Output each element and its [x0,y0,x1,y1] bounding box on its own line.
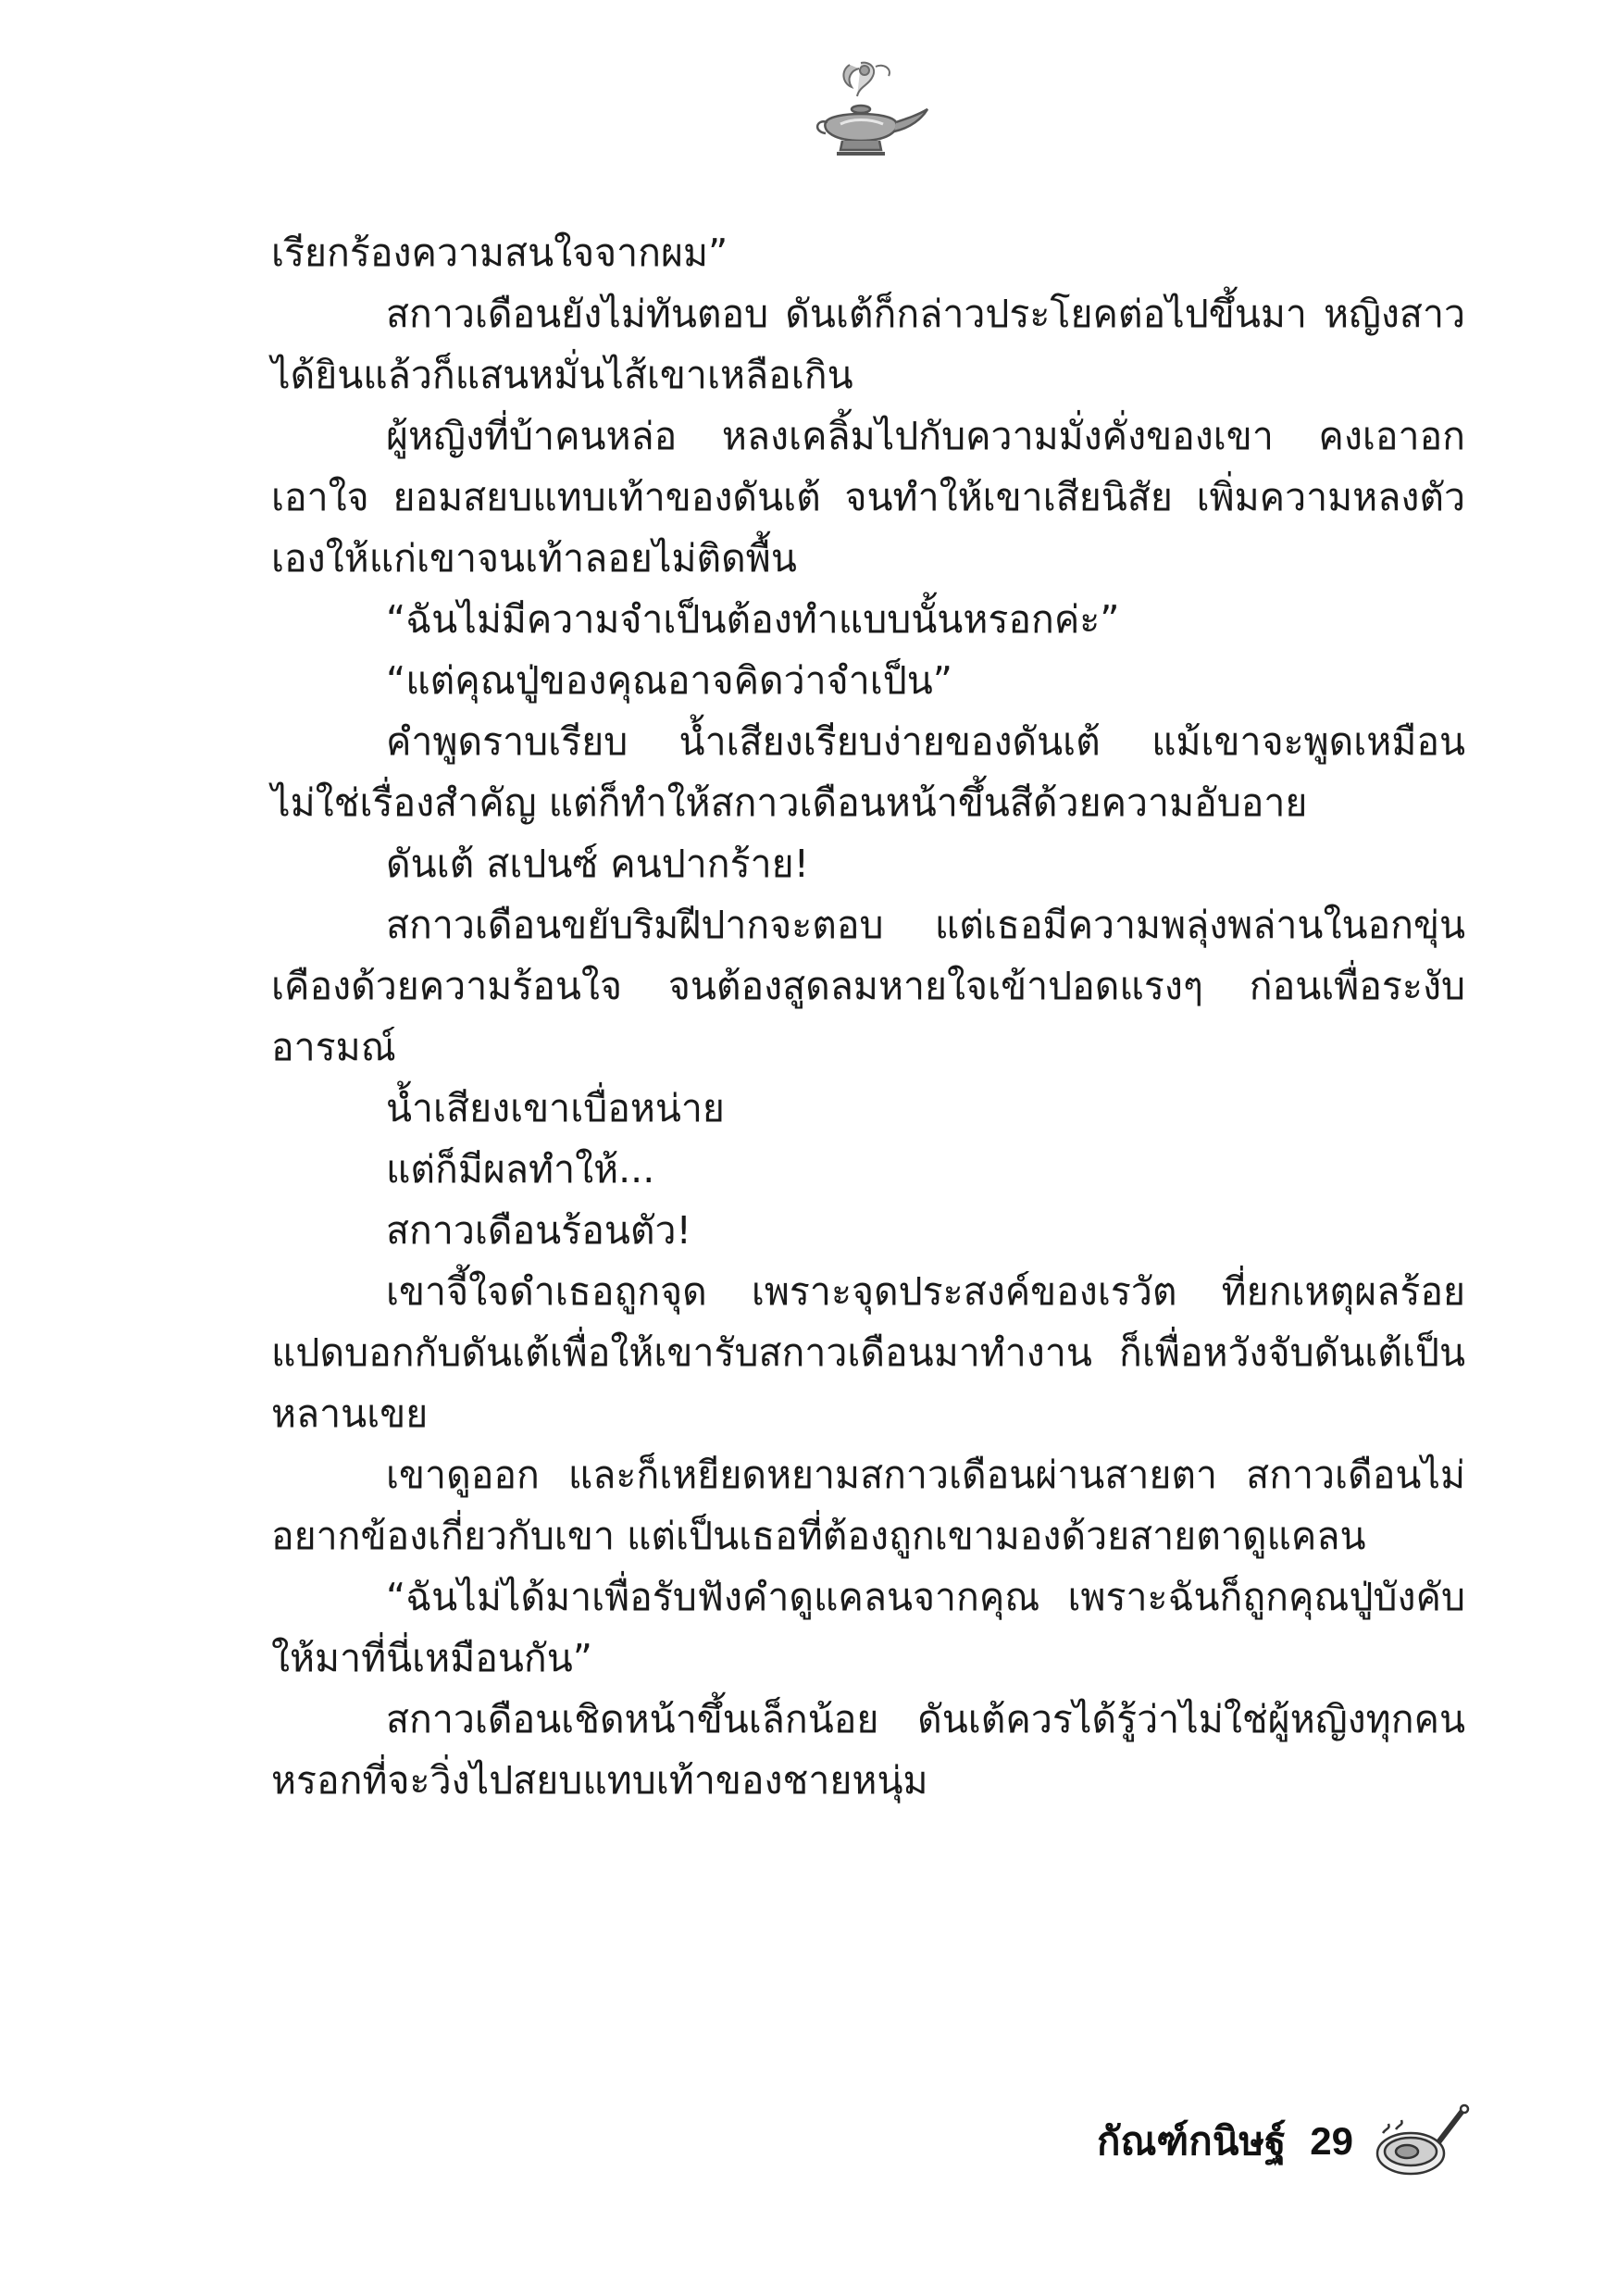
paragraph: ผู้หญิงที่บ้าคนหล่อ หลงเคลิ้มไปกับความมั่งคั่งของเขา คงเอาอกเอาใจ ยอมสยบแทบเท้าของดันเต้ จนทำให้เขาเสียนิสัย เพิ่มความหลงตัวเองให้แก่เขาจนเท้าลอยไม่ติดพื้น [271,414,1465,580]
paragraph: ดันเต้ สเปนซ์ คนปากร้าย! [386,842,810,886]
paragraph: “แต่คุณปู่ของคุณอาจคิดว่าจำเป็น” [386,658,953,703]
paragraph: คำพูดราบเรียบ น้ำเสียงเรียบง่ายของดันเต้ แม้เขาจะพูดเหมือนไม่ใช่เรื่องสำคัญ แต่ก็ทำให้สกาวเดือนหน้าขึ้นสีด้วยความอับอาย [271,719,1465,825]
page-number: 29 [1310,2119,1353,2163]
page-footer [1097,2102,1472,2181]
paragraph: เรียกร้องความสนใจจากผม” [271,231,728,275]
paragraph: “ฉันไม่มีความจำเป็นต้องทำแบบนั้นหรอกค่ะ” [386,597,1120,642]
body-text [271,222,1465,1811]
paragraph: สกาวเดือนเชิดหน้าขึ้นเล็กน้อย ดันเต้ควรได้รู้ว่าไม่ใช่ผู้หญิงทุกคนหรอกที่จะวิ่งไปสยบแทบเท้าของชายหนุ่ม [271,1697,1465,1803]
paragraph: สกาวเดือนยังไม่ทันตอบ ดันเต้ก็กล่าวประโยคต่อไปขึ้นมา หญิงสาวได้ยินแล้วก็แสนหมั่นไส้เขาเหลือเกิน [271,292,1465,397]
paragraph: แต่ก็มีผลทำให้... [386,1147,655,1192]
paragraph: เขาจี้ใจดำเธอถูกจุด เพราะจุดประสงค์ของเรวัต ที่ยกเหตุผลร้อยแปดบอกกับดันเต้เพื่อให้เขารับสกาวเดือนมาทำงาน ก็เพื่อหวังจับดันเต้เป็นหลานเขย [271,1269,1465,1436]
paragraph: สกาวเดือนร้อนตัว! [386,1208,691,1253]
paragraph: น้ำเสียงเขาเบื่อหน่าย [386,1086,725,1130]
genie-lamp-icon [803,57,933,161]
frying-pan-icon [1370,2102,1472,2181]
paragraph: “ฉันไม่ได้มาเพื่อรับฟังคำดูแคลนจากคุณ เพราะฉันก็ถูกคุณปู่บังคับให้มาที่นี่เหมือนกัน” [271,1575,1465,1680]
paragraph: สกาวเดือนขยับริมฝีปากจะตอบ แต่เธอมีความพลุ่งพล่านในอกขุ่นเคืองด้วยความร้อนใจ จนต้องสูดลมหายใจเข้าปอดแรงๆ ก่อนเพื่อระงับอารมณ์ [271,903,1465,1069]
footer-author: กัณฑ์กนิษฐ์ [1097,2118,1287,2164]
paragraph: เขาดูออก และก็เหยียดหยามสกาวเดือนผ่านสายตา สกาวเดือนไม่อยากข้องเกี่ยวกับเขา แต่เป็นเธอที่ต้องถูกเขามองด้วยสายตาดูแคลน [271,1453,1465,1558]
